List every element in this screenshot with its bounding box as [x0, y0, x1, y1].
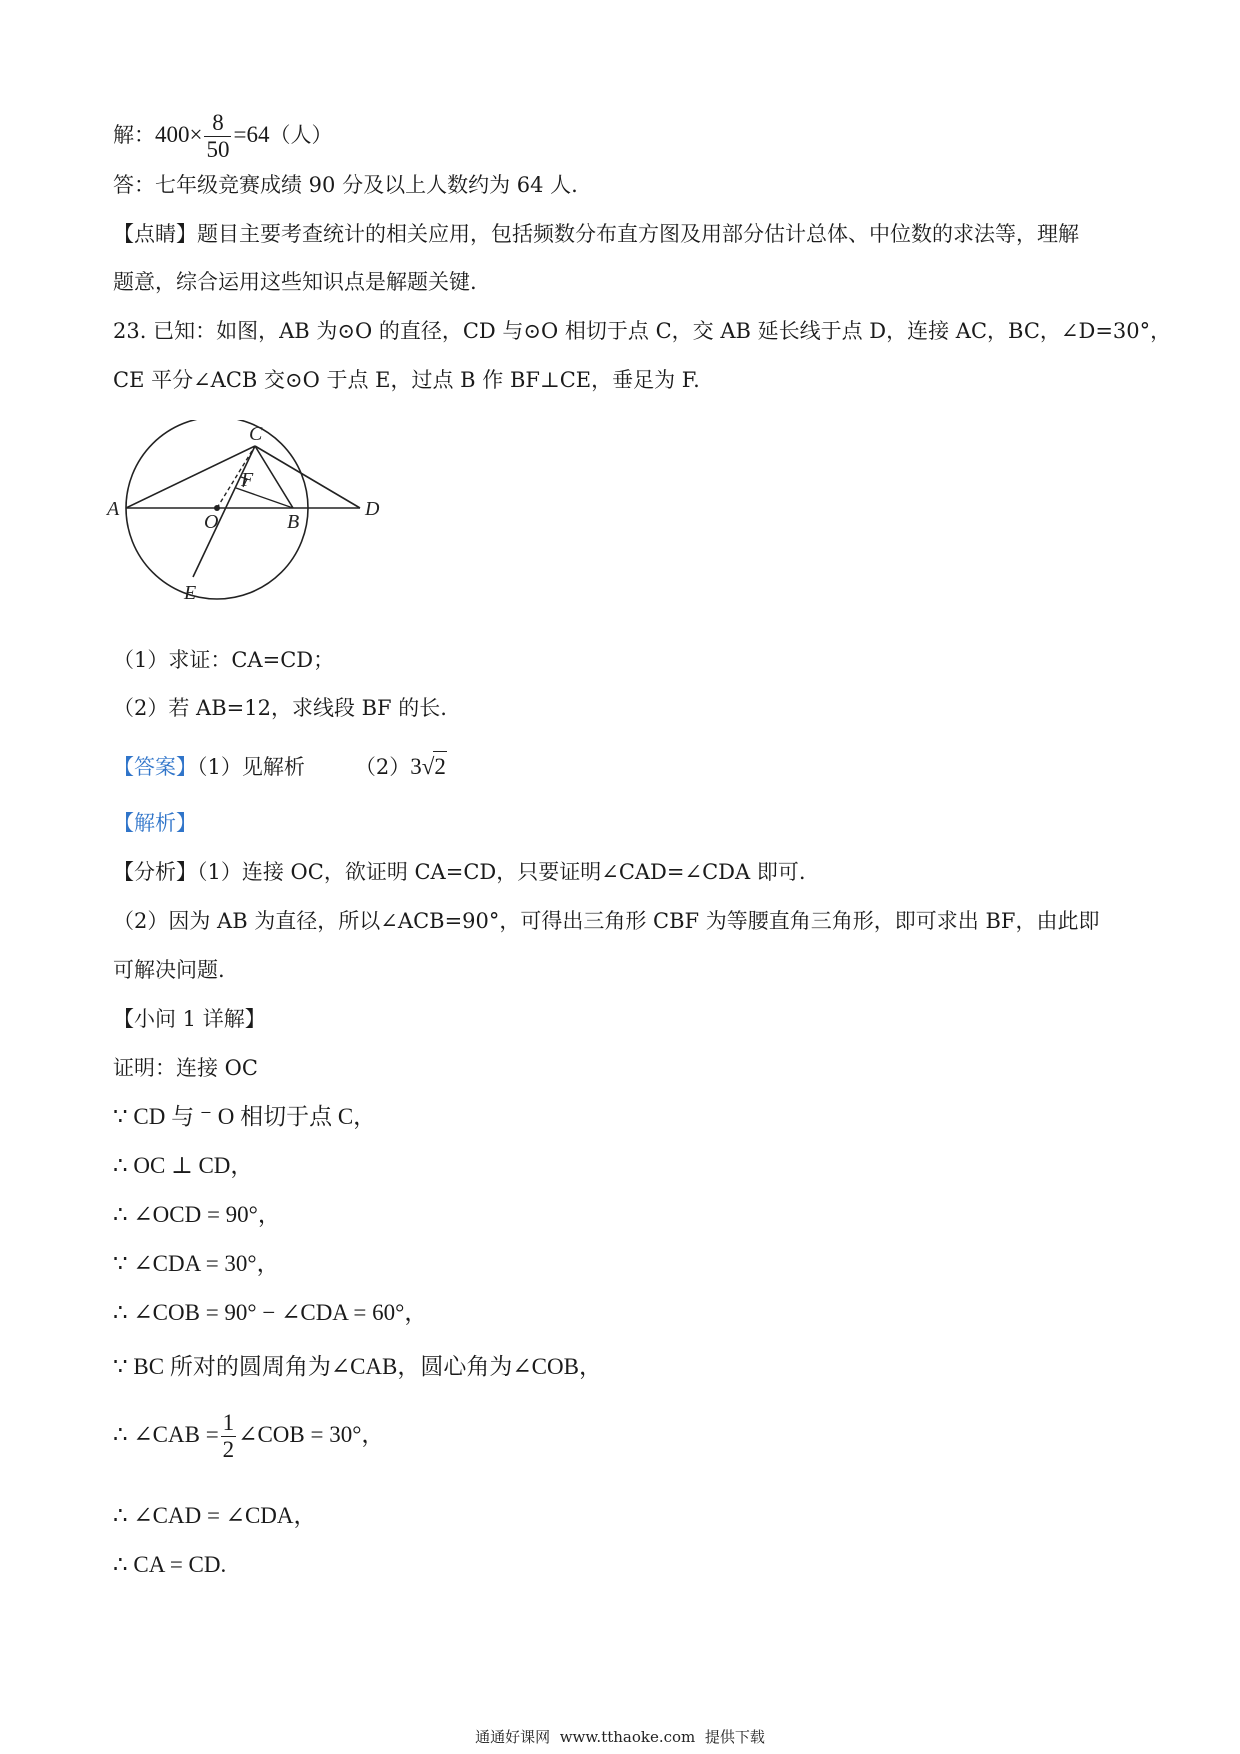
- calc-fraction: [204, 110, 231, 163]
- sqrt-symbol: √: [421, 754, 435, 779]
- proof-7-prefix: ∴ ∠CAB =: [113, 1421, 219, 1447]
- geometry-figure: [105, 420, 395, 620]
- proof-line-9: ∴ CA = CD.: [113, 1552, 227, 1577]
- calc-left: 400×: [155, 121, 203, 147]
- page-footer: 通通好课网 www.tthaoke.com 提供下载: [475, 1728, 765, 1746]
- sub-question-1: （1）求证：CA=CD；: [113, 648, 335, 672]
- answer-label: 【答案】: [113, 755, 197, 779]
- answer-part-2-coef: 3: [410, 754, 422, 779]
- fenxi-line-1: 【分析】（1）连接 OC，欲证明 CA=CD，只要证明∠CAD=∠CDA 即可.: [113, 860, 806, 884]
- calc-unit: （人）: [269, 122, 333, 147]
- label-b: B: [287, 511, 300, 533]
- line-bf: [236, 488, 293, 508]
- calc-denominator: 50: [206, 137, 230, 162]
- label-f: F: [241, 469, 254, 491]
- question-23-line-2: CE 平分∠ACB 交⊙O 于点 E，过点 B 作 BF⊥CE，垂足为 F.: [113, 368, 700, 392]
- answer-sentence: 答：七年级竞赛成绩 90 分及以上人数约为 64 人.: [113, 173, 578, 197]
- proof-7-numerator: 1: [222, 1410, 235, 1435]
- proof-line-5: ∴ ∠COB = 90° − ∠CDA = 60°，: [113, 1300, 428, 1325]
- question-23-line-1: 23. 已知：如图，AB 为⊙O 的直径，CD 与⊙O 相切于点 C，交 AB 延长线于点 D，连接 AC，BC，∠D=30°，: [113, 319, 1172, 343]
- proof-line-3: ∴ ∠OCD = 90°，: [113, 1202, 281, 1227]
- answer-line: [113, 751, 447, 782]
- sub-question-2: （2）若 AB=12，求线段 BF 的长.: [113, 696, 447, 720]
- proof-line-0: 证明：连接 OC: [113, 1056, 258, 1080]
- proof-7-fraction: [221, 1410, 237, 1463]
- calc-line: [113, 110, 332, 163]
- proof-7-suffix: ∠COB = 30°，: [238, 1421, 385, 1447]
- label-a: A: [107, 498, 120, 520]
- calc-result: =64: [233, 121, 270, 147]
- comment-line-1: 【点睛】题目主要考查统计的相关应用，包括频数分布直方图及用部分估计总体、中位数的求法等，理解: [113, 222, 1079, 246]
- answer-part-2-prefix: （2）: [354, 755, 411, 779]
- proof-line-2: ∴ OC ⊥ CD，: [113, 1153, 254, 1178]
- proof-line-8: ∴ ∠CAD = ∠CDA，: [113, 1503, 317, 1528]
- proof-line-4: ∵ ∠CDA = 30°，: [113, 1251, 280, 1276]
- proof-7-denominator: 2: [222, 1437, 235, 1462]
- fenxi-line-3: 可解决问题.: [113, 958, 225, 982]
- proof-line-6: ∵ BC 所对的圆周角为∠CAB，圆心角为∠COB，: [113, 1354, 602, 1379]
- proof-line-7: [113, 1410, 384, 1463]
- label-c: C: [249, 423, 263, 445]
- fenxi-line-2: （2）因为 AB 为直径，所以∠ACB=90°，可得出三角形 CBF 为等腰直角三角形，即可求出 BF，由此即: [113, 909, 1100, 933]
- analysis-label: 【解析】: [113, 811, 197, 835]
- label-d: D: [365, 498, 380, 520]
- label-e: E: [184, 582, 197, 604]
- answer-part-1: （1）见解析: [197, 755, 305, 779]
- label-o: O: [204, 511, 219, 533]
- line-bc: [255, 446, 293, 508]
- answer-part-2-radicand: 2: [433, 751, 447, 782]
- calc-numerator: 8: [204, 110, 231, 137]
- calc-prefix: 解：: [113, 122, 155, 147]
- proof-line-1: ∵ CD 与 ⁻ O 相切于点 C，: [113, 1104, 377, 1129]
- xiaowen-heading: 【小问 1 详解】: [113, 1007, 266, 1031]
- comment-line-2: 题意，综合运用这些知识点是解题关键.: [113, 270, 477, 294]
- line-ce: [193, 446, 255, 577]
